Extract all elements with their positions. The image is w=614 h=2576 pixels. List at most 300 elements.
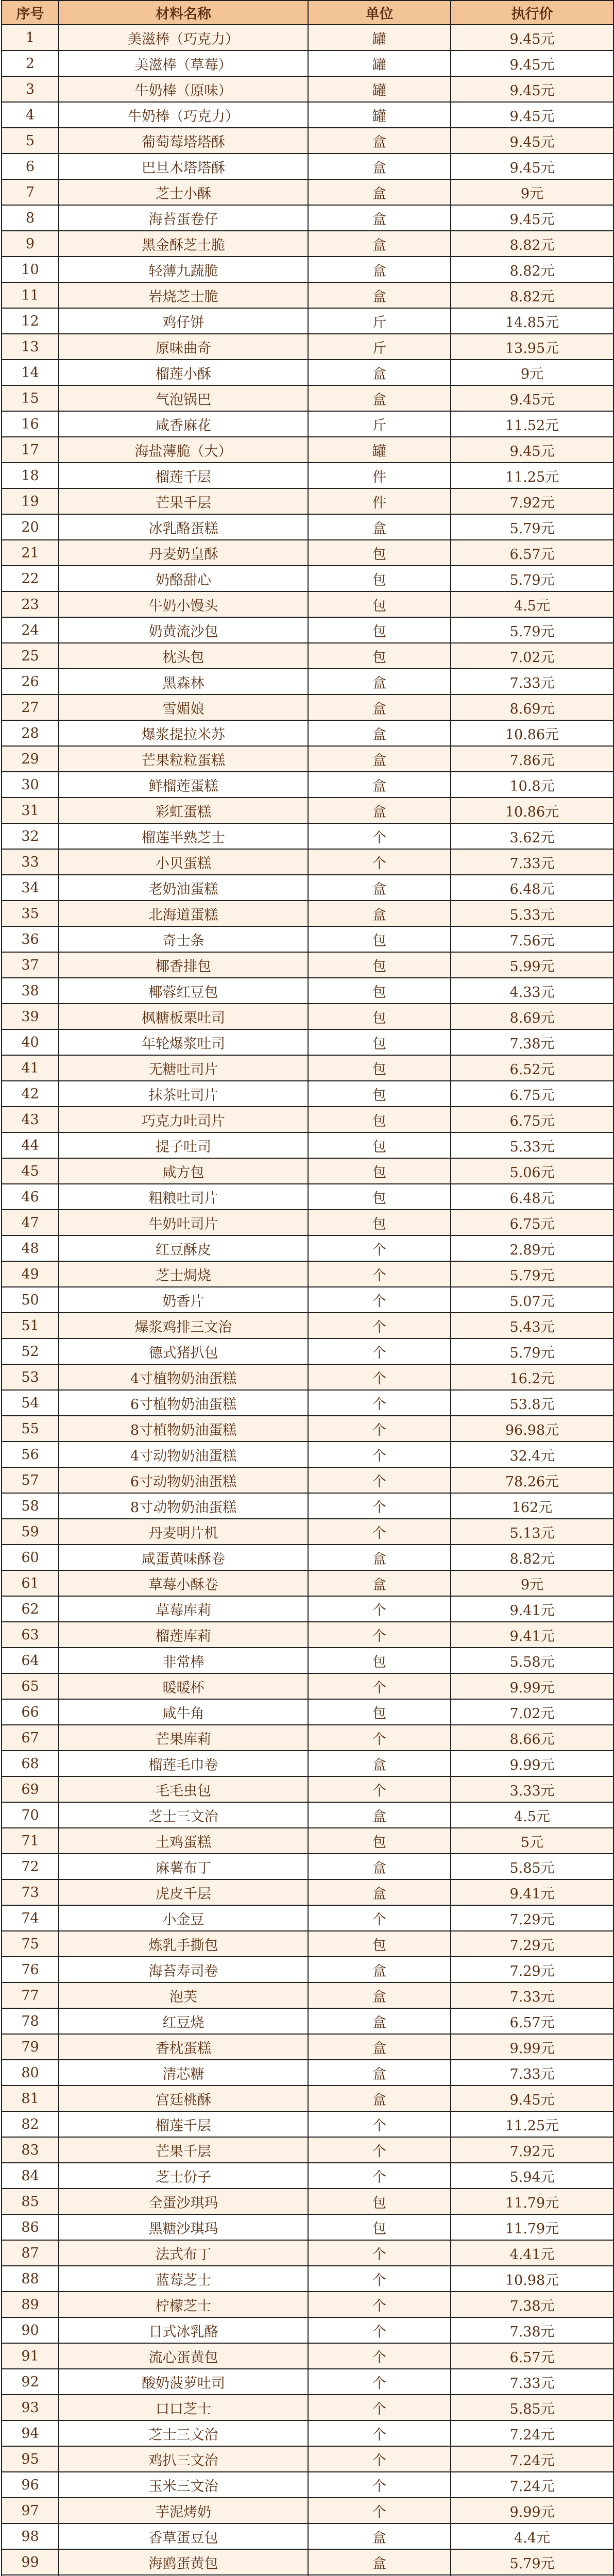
- cell-unit: 盒: [308, 798, 451, 823]
- table-row: [2, 2008, 613, 2034]
- table-row: [2, 720, 613, 746]
- cell-price: 10.98元: [451, 2266, 613, 2292]
- table-row: [2, 2317, 613, 2343]
- cell-index: 34: [2, 875, 59, 901]
- cell-price: 5.06元: [451, 1158, 613, 1184]
- cell-price: 9.45元: [451, 154, 613, 179]
- table-row: [2, 1467, 613, 1493]
- cell-material-name: 葡萄莓塔塔酥: [59, 128, 308, 154]
- cell-material-name: 宫廷桃酥: [59, 2086, 308, 2111]
- table-row: [2, 2446, 613, 2472]
- cell-material-name: 鲜榴莲蛋糕: [59, 772, 308, 798]
- cell-unit: 件: [308, 463, 451, 488]
- table-row: [2, 463, 613, 488]
- cell-material-name: 椰蓉红豆包: [59, 978, 308, 1004]
- cell-index: 74: [2, 1905, 59, 1931]
- table-row: [2, 2369, 613, 2395]
- table-row: [2, 282, 613, 308]
- cell-material-name: 咸香麻花: [59, 411, 308, 437]
- cell-index: 97: [2, 2498, 59, 2523]
- cell-material-name: 虎皮千层: [59, 1879, 308, 1905]
- cell-material-name: 咸牛角: [59, 1699, 308, 1725]
- cell-material-name: 年轮爆浆吐司: [59, 1029, 308, 1055]
- cell-price: 7.02元: [451, 643, 613, 669]
- cell-price: 7.29元: [451, 1905, 613, 1931]
- cell-unit: 个: [308, 1622, 451, 1648]
- cell-price: 7.38元: [451, 2317, 613, 2343]
- cell-material-name: 榴莲库莉: [59, 1622, 308, 1648]
- table-row: [2, 1416, 613, 1442]
- cell-index: 66: [2, 1699, 59, 1725]
- cell-material-name: 芒果千层: [59, 488, 308, 514]
- cell-unit: 斤: [308, 334, 451, 360]
- table-row: [2, 875, 613, 901]
- cell-price: 9.45元: [451, 385, 613, 411]
- cell-material-name: 巴旦木塔塔酥: [59, 154, 308, 179]
- table-row: [2, 2472, 613, 2498]
- cell-index: 39: [2, 1004, 59, 1029]
- cell-index: 14: [2, 360, 59, 385]
- cell-price: 7.92元: [451, 2137, 613, 2163]
- cell-price: 11.25元: [451, 2111, 613, 2137]
- table-row: [2, 2240, 613, 2266]
- table-row: [2, 849, 613, 875]
- cell-material-name: 麻薯布丁: [59, 1854, 308, 1879]
- cell-price: 6.75元: [451, 1210, 613, 1235]
- cell-price: 5.85元: [451, 1854, 613, 1879]
- cell-material-name: 海苔蛋卷仔: [59, 205, 308, 231]
- cell-index: 6: [2, 154, 59, 179]
- table-row: [2, 1055, 613, 1081]
- cell-price: 9.99元: [451, 1673, 613, 1699]
- cell-unit: 包: [308, 1699, 451, 1725]
- cell-index: 45: [2, 1158, 59, 1184]
- cell-unit: 包: [308, 2189, 451, 2214]
- price-table: [1, 0, 614, 2576]
- cell-price: 6.57元: [451, 2343, 613, 2369]
- cell-material-name: 枕头包: [59, 643, 308, 669]
- cell-index: 82: [2, 2111, 59, 2137]
- cell-unit: 包: [308, 1055, 451, 1081]
- cell-material-name: 奶香片: [59, 1287, 308, 1313]
- cell-price: 7.29元: [451, 1957, 613, 1982]
- cell-index: 40: [2, 1029, 59, 1055]
- cell-unit: 盒: [308, 257, 451, 282]
- cell-index: 36: [2, 926, 59, 952]
- cell-material-name: 草莓库莉: [59, 1596, 308, 1622]
- table-row: [2, 1029, 613, 1055]
- cell-price: 4.33元: [451, 978, 613, 1004]
- cell-unit: 个: [308, 2498, 451, 2523]
- cell-unit: 包: [308, 1184, 451, 1210]
- table-row: [2, 488, 613, 514]
- cell-material-name: 流心蛋黄包: [59, 2343, 308, 2369]
- cell-price: 10.86元: [451, 798, 613, 823]
- cell-index: 79: [2, 2034, 59, 2060]
- table-row: [2, 2266, 613, 2292]
- cell-price: 9.45元: [451, 437, 613, 463]
- cell-material-name: 巧克力吐司片: [59, 1107, 308, 1132]
- cell-unit: 个: [308, 1416, 451, 1442]
- cell-material-name: 岩烧芝士脆: [59, 282, 308, 308]
- cell-index: 85: [2, 2189, 59, 2214]
- cell-unit: 个: [308, 2472, 451, 2498]
- cell-unit: 个: [308, 1287, 451, 1313]
- cell-index: 95: [2, 2446, 59, 2472]
- cell-material-name: 小贝蛋糕: [59, 849, 308, 875]
- table-row: [2, 1390, 613, 1416]
- cell-index: 2: [2, 50, 59, 76]
- cell-material-name: 丹麦奶皇酥: [59, 540, 308, 566]
- cell-index: 4: [2, 102, 59, 128]
- cell-material-name: 红豆酥皮: [59, 1235, 308, 1261]
- cell-price: 8.82元: [451, 1545, 613, 1570]
- cell-material-name: 泡芙: [59, 1982, 308, 2008]
- cell-material-name: 芝士份子: [59, 2163, 308, 2189]
- table-row: [2, 1957, 613, 1982]
- cell-unit: 盒: [308, 2008, 451, 2034]
- table-row: [2, 360, 613, 385]
- cell-price: 13.95元: [451, 334, 613, 360]
- cell-material-name: 美滋棒（草莓）: [59, 50, 308, 76]
- cell-unit: 盒: [308, 128, 451, 154]
- cell-index: 54: [2, 1390, 59, 1416]
- cell-material-name: 黑森林: [59, 669, 308, 694]
- cell-material-name: 老奶油蛋糕: [59, 875, 308, 901]
- cell-unit: 盒: [308, 1879, 451, 1905]
- cell-unit: 盒: [308, 720, 451, 746]
- cell-index: 81: [2, 2086, 59, 2111]
- cell-index: 29: [2, 746, 59, 772]
- table-row: [2, 566, 613, 591]
- table-row: [2, 798, 613, 823]
- cell-price: 6.52元: [451, 1055, 613, 1081]
- cell-price: 7.33元: [451, 669, 613, 694]
- cell-material-name: 暖暖杯: [59, 1673, 308, 1699]
- cell-unit: 个: [308, 849, 451, 875]
- table-row: [2, 1493, 613, 1519]
- cell-index: 46: [2, 1184, 59, 1210]
- cell-index: 1: [2, 25, 59, 50]
- cell-unit: 盒: [308, 1957, 451, 1982]
- table-row: [2, 2395, 613, 2420]
- cell-unit: 个: [308, 2446, 451, 2472]
- cell-index: 50: [2, 1287, 59, 1313]
- cell-material-name: 丹麦明片机: [59, 1519, 308, 1545]
- cell-price: 5.43元: [451, 1313, 613, 1338]
- cell-price: 9元: [451, 360, 613, 385]
- cell-material-name: 非常棒: [59, 1648, 308, 1673]
- cell-unit: 个: [308, 1493, 451, 1519]
- cell-unit: 个: [308, 2292, 451, 2317]
- cell-price: 11.25元: [451, 463, 613, 488]
- table-row: [2, 2549, 613, 2575]
- table-row: [2, 1364, 613, 1390]
- cell-index: 57: [2, 1467, 59, 1493]
- cell-unit: 个: [308, 2343, 451, 2369]
- cell-unit: 个: [308, 2420, 451, 2446]
- table-row: [2, 643, 613, 669]
- table-row: [2, 76, 613, 102]
- cell-unit: 盒: [308, 282, 451, 308]
- cell-unit: 个: [308, 2163, 451, 2189]
- cell-price: 96.98元: [451, 1416, 613, 1442]
- cell-unit: 个: [308, 2317, 451, 2343]
- cell-price: 7.38元: [451, 2292, 613, 2317]
- cell-index: 65: [2, 1673, 59, 1699]
- cell-index: 42: [2, 1081, 59, 1107]
- cell-price: 4.5元: [451, 1802, 613, 1828]
- price-sheet: [1, 0, 613, 2576]
- cell-price: 6.48元: [451, 1184, 613, 1210]
- cell-unit: 盒: [308, 360, 451, 385]
- cell-price: 6.57元: [451, 540, 613, 566]
- cell-index: 8: [2, 205, 59, 231]
- cell-material-name: 椰香排包: [59, 952, 308, 978]
- table-row: [2, 1210, 613, 1235]
- cell-price: 9.45元: [451, 128, 613, 154]
- cell-index: 78: [2, 2008, 59, 2034]
- cell-price: 9元: [451, 179, 613, 205]
- table-row: [2, 2137, 613, 2163]
- cell-material-name: 法式布丁: [59, 2240, 308, 2266]
- cell-unit: 个: [308, 1261, 451, 1287]
- table-row: [2, 823, 613, 849]
- cell-material-name: 牛奶棒（原味）: [59, 76, 308, 102]
- cell-index: 60: [2, 1545, 59, 1570]
- table-row: [2, 437, 613, 463]
- cell-index: 41: [2, 1055, 59, 1081]
- cell-index: 18: [2, 463, 59, 488]
- cell-index: 87: [2, 2240, 59, 2266]
- cell-price: 16.2元: [451, 1364, 613, 1390]
- cell-unit: 盒: [308, 2086, 451, 2111]
- table-row: [2, 308, 613, 334]
- cell-material-name: 雪媚娘: [59, 694, 308, 720]
- cell-unit: 盒: [308, 2523, 451, 2549]
- table-row: [2, 1287, 613, 1313]
- cell-index: 23: [2, 591, 59, 617]
- cell-price: 7.92元: [451, 488, 613, 514]
- cell-price: 11.79元: [451, 2189, 613, 2214]
- cell-price: 5元: [451, 1828, 613, 1854]
- cell-unit: 盒: [308, 1570, 451, 1596]
- cell-material-name: 抹茶吐司片: [59, 1081, 308, 1107]
- cell-index: 31: [2, 798, 59, 823]
- cell-unit: 包: [308, 566, 451, 591]
- table-row: [2, 1751, 613, 1776]
- cell-unit: 个: [308, 1519, 451, 1545]
- cell-unit: 包: [308, 540, 451, 566]
- cell-material-name: 芝士三文治: [59, 2420, 308, 2446]
- cell-price: 9.41元: [451, 1622, 613, 1648]
- cell-material-name: 海苔寿司卷: [59, 1957, 308, 1982]
- table-row: [2, 514, 613, 540]
- cell-material-name: 榴莲半熟芝士: [59, 823, 308, 849]
- cell-price: 53.8元: [451, 1390, 613, 1416]
- cell-unit: 个: [308, 2369, 451, 2395]
- table-row: [2, 1879, 613, 1905]
- cell-index: 37: [2, 952, 59, 978]
- cell-price: 5.79元: [451, 514, 613, 540]
- cell-price: 9元: [451, 1570, 613, 1596]
- cell-unit: 包: [308, 1931, 451, 1957]
- table-row: [2, 50, 613, 76]
- cell-index: 63: [2, 1622, 59, 1648]
- cell-price: 9.45元: [451, 2086, 613, 2111]
- cell-price: 6.48元: [451, 875, 613, 901]
- cell-price: 5.33元: [451, 1132, 613, 1158]
- cell-index: 33: [2, 849, 59, 875]
- cell-index: 69: [2, 1776, 59, 1802]
- cell-index: 27: [2, 694, 59, 720]
- cell-price: 5.79元: [451, 2549, 613, 2575]
- cell-unit: 盒: [308, 694, 451, 720]
- cell-price: 9.45元: [451, 76, 613, 102]
- cell-material-name: 草莓小酥卷: [59, 1570, 308, 1596]
- cell-index: 20: [2, 514, 59, 540]
- cell-material-name: 枫糖板栗吐司: [59, 1004, 308, 1029]
- cell-unit: 罐: [308, 102, 451, 128]
- cell-price: 78.26元: [451, 1467, 613, 1493]
- cell-index: 35: [2, 901, 59, 926]
- cell-index: 53: [2, 1364, 59, 1390]
- cell-material-name: 芒果库莉: [59, 1725, 308, 1751]
- table-row: [2, 1905, 613, 1931]
- cell-index: 43: [2, 1107, 59, 1132]
- table-row: [2, 1338, 613, 1364]
- cell-unit: 盒: [308, 901, 451, 926]
- table-header: [2, 1, 613, 25]
- cell-index: 68: [2, 1751, 59, 1776]
- cell-unit: 包: [308, 1828, 451, 1854]
- cell-price: 7.29元: [451, 1931, 613, 1957]
- header-unit: 单位: [308, 1, 451, 25]
- cell-material-name: 酸奶菠萝吐司: [59, 2369, 308, 2395]
- table-row: [2, 2343, 613, 2369]
- cell-index: 90: [2, 2317, 59, 2343]
- cell-material-name: 土鸡蛋糕: [59, 1828, 308, 1854]
- cell-material-name: 炼乳手撕包: [59, 1931, 308, 1957]
- cell-material-name: 芝士焗烧: [59, 1261, 308, 1287]
- cell-index: 89: [2, 2292, 59, 2317]
- table-row: [2, 1982, 613, 2008]
- cell-unit: 盒: [308, 1545, 451, 1570]
- cell-material-name: 全蛋沙琪玛: [59, 2189, 308, 2214]
- table-row: [2, 25, 613, 50]
- cell-unit: 个: [308, 1442, 451, 1467]
- cell-price: 6.75元: [451, 1107, 613, 1132]
- table-row: [2, 978, 613, 1004]
- table-row: [2, 1699, 613, 1725]
- table-row: [2, 411, 613, 437]
- cell-index: 56: [2, 1442, 59, 1467]
- cell-unit: 盒: [308, 231, 451, 257]
- table-row: [2, 1519, 613, 1545]
- table-row: [2, 2523, 613, 2549]
- cell-unit: 包: [308, 978, 451, 1004]
- cell-unit: 包: [308, 1081, 451, 1107]
- cell-unit: 盒: [308, 2034, 451, 2060]
- cell-material-name: 彩虹蛋糕: [59, 798, 308, 823]
- cell-index: 98: [2, 2523, 59, 2549]
- table-row: [2, 2086, 613, 2111]
- table-row: [2, 1158, 613, 1184]
- table-row: [2, 1622, 613, 1648]
- cell-unit: 件: [308, 488, 451, 514]
- cell-material-name: 8寸植物奶油蛋糕: [59, 1416, 308, 1442]
- table-row: [2, 926, 613, 952]
- cell-material-name: 口口芝士: [59, 2395, 308, 2420]
- cell-unit: 包: [308, 1158, 451, 1184]
- table-row: [2, 179, 613, 205]
- cell-material-name: 香草蛋豆包: [59, 2523, 308, 2549]
- cell-index: 25: [2, 643, 59, 669]
- table-row: [2, 1596, 613, 1622]
- table-row: [2, 1648, 613, 1673]
- cell-unit: 盒: [308, 514, 451, 540]
- cell-unit: 个: [308, 1390, 451, 1416]
- cell-unit: 盒: [308, 154, 451, 179]
- cell-unit: 盒: [308, 385, 451, 411]
- cell-index: 47: [2, 1210, 59, 1235]
- cell-unit: 个: [308, 1905, 451, 1931]
- cell-unit: 个: [308, 1776, 451, 1802]
- table-row: [2, 2292, 613, 2317]
- cell-material-name: 原味曲奇: [59, 334, 308, 360]
- cell-unit: 盒: [308, 772, 451, 798]
- cell-index: 94: [2, 2420, 59, 2446]
- cell-index: 48: [2, 1235, 59, 1261]
- cell-material-name: 牛奶棒（巧克力）: [59, 102, 308, 128]
- cell-price: 5.99元: [451, 952, 613, 978]
- cell-price: 7.33元: [451, 2369, 613, 2395]
- cell-unit: 个: [308, 1673, 451, 1699]
- table-row: [2, 669, 613, 694]
- cell-unit: 包: [308, 1210, 451, 1235]
- cell-price: 4.4元: [451, 2523, 613, 2549]
- header-price: 执行价: [451, 1, 613, 25]
- cell-unit: 包: [308, 926, 451, 952]
- cell-unit: 包: [308, 591, 451, 617]
- cell-price: 7.56元: [451, 926, 613, 952]
- cell-price: 7.38元: [451, 1029, 613, 1055]
- cell-unit: 包: [308, 1107, 451, 1132]
- cell-unit: 个: [308, 1467, 451, 1493]
- cell-material-name: 芝士三文治: [59, 1802, 308, 1828]
- cell-index: 99: [2, 2549, 59, 2575]
- table-body: [2, 25, 613, 2576]
- cell-price: 9.99元: [451, 1751, 613, 1776]
- cell-index: 19: [2, 488, 59, 514]
- cell-index: 91: [2, 2343, 59, 2369]
- cell-index: 49: [2, 1261, 59, 1287]
- cell-price: 8.82元: [451, 282, 613, 308]
- cell-unit: 盒: [308, 2060, 451, 2086]
- table-row: [2, 385, 613, 411]
- cell-unit: 罐: [308, 76, 451, 102]
- cell-index: 92: [2, 2369, 59, 2395]
- table-row: [2, 2034, 613, 2060]
- cell-material-name: 黑糖沙琪玛: [59, 2214, 308, 2240]
- cell-unit: 盒: [308, 2549, 451, 2575]
- cell-index: 26: [2, 669, 59, 694]
- table-row: [2, 1931, 613, 1957]
- cell-index: 83: [2, 2137, 59, 2163]
- cell-material-name: 香枕蛋糕: [59, 2034, 308, 2060]
- cell-price: 32.4元: [451, 1442, 613, 1467]
- cell-price: 3.33元: [451, 1776, 613, 1802]
